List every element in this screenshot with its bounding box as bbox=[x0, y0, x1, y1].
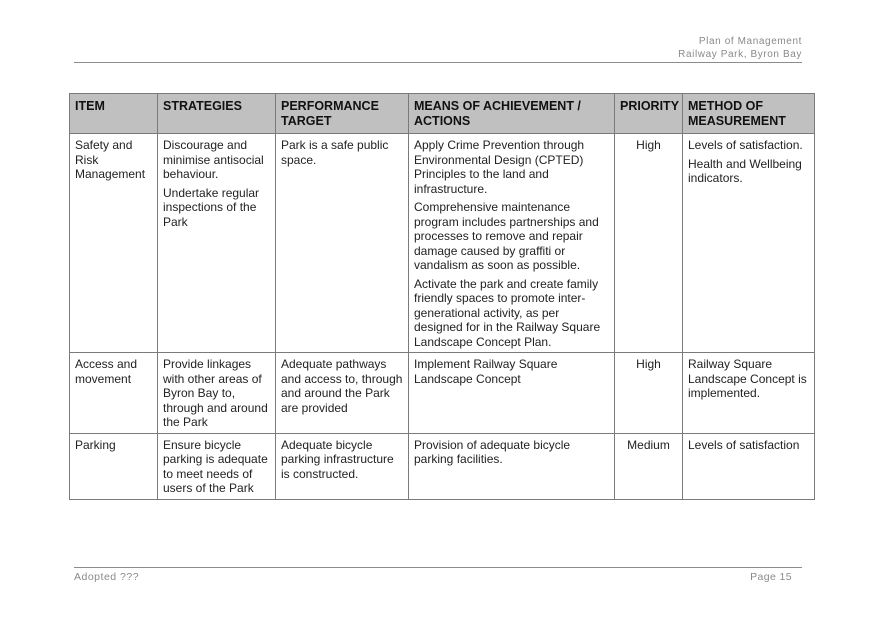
cell-performance-target: Park is a safe public space. bbox=[276, 134, 409, 353]
measurement-text: Railway Square Landscape Concept is implemented. bbox=[688, 357, 807, 400]
cell-item: Safety and Risk Management bbox=[70, 134, 158, 353]
cell-measurement bbox=[683, 134, 815, 353]
column-header-method-of-measurement: METHOD OF MEASUREMENT bbox=[683, 94, 815, 134]
footer-adoption-status: Adopted ??? bbox=[74, 571, 140, 583]
action-text: Apply Crime Prevention through Environmental Design (CPTED) Principles to the land and infrastructure. bbox=[414, 138, 585, 196]
cell-performance-target: Adequate pathways and access to, through and around the Park are provided bbox=[276, 353, 409, 434]
strategy-text: Ensure bicycle parking is adequate to meet needs of users of the Park bbox=[163, 437, 268, 495]
cell-priority: Medium bbox=[615, 433, 683, 499]
action-text: Comprehensive maintenance program includes partnerships and processes to remove and repair damage caused by graffiti or vandalism as soon as possible. bbox=[414, 200, 599, 272]
strategy-text: Provide linkages with other areas of Byron Bay to, through and around the Park bbox=[163, 357, 268, 429]
cell-priority: High bbox=[615, 134, 683, 353]
cell-strategies bbox=[158, 433, 276, 499]
strategy-text: Undertake regular inspections of the Park bbox=[163, 185, 260, 229]
cell-strategies bbox=[158, 134, 276, 353]
page-header bbox=[74, 36, 802, 61]
cell-priority: High bbox=[615, 353, 683, 434]
table-row bbox=[70, 134, 815, 353]
table-row bbox=[70, 353, 815, 434]
header-park-name: Railway Park, Byron Bay bbox=[678, 48, 802, 60]
measurement-text: Health and Wellbeing indicators. bbox=[688, 156, 802, 185]
cell-measurement bbox=[683, 433, 815, 499]
management-table bbox=[69, 93, 815, 500]
action-text: Activate the park and create family friendly spaces to promote inter-generational activity, as per designed for in the Railway Square Landscape Concept Plan. bbox=[414, 276, 601, 349]
footer-divider bbox=[74, 567, 802, 568]
action-text: Implement Railway Square Landscape Concept bbox=[414, 357, 558, 386]
table-row bbox=[70, 433, 815, 499]
cell-actions bbox=[409, 353, 615, 434]
header-document-title: Plan of Management bbox=[698, 36, 802, 47]
cell-item: Access and movement bbox=[70, 353, 158, 434]
cell-strategies bbox=[158, 353, 276, 434]
column-header-strategies: STRATEGIES bbox=[158, 94, 276, 134]
cell-actions bbox=[409, 134, 615, 353]
action-text: Provision of adequate bicycle parking facilities. bbox=[414, 437, 571, 466]
column-header-means-of-achievement: MEANS OF ACHIEVEMENT / ACTIONS bbox=[409, 94, 615, 134]
column-header-item: ITEM bbox=[70, 94, 158, 134]
column-header-priority: PRIORITY bbox=[615, 94, 683, 134]
cell-actions bbox=[409, 433, 615, 499]
footer-page-number: Page 15 bbox=[750, 571, 792, 583]
cell-performance-target: Adequate bicycle parking infrastructure is constructed. bbox=[276, 433, 409, 499]
measurement-text: Levels of satisfaction. bbox=[688, 138, 803, 152]
header-divider bbox=[74, 62, 802, 63]
cell-item: Parking bbox=[70, 433, 158, 499]
measurement-text: Levels of satisfaction bbox=[688, 437, 800, 452]
strategy-text: Discourage and minimise antisocial behaviour. bbox=[163, 138, 264, 181]
column-header-performance-target: PERFORMANCE TARGET bbox=[276, 94, 409, 134]
table-header-row bbox=[70, 94, 815, 134]
cell-measurement bbox=[683, 353, 815, 434]
